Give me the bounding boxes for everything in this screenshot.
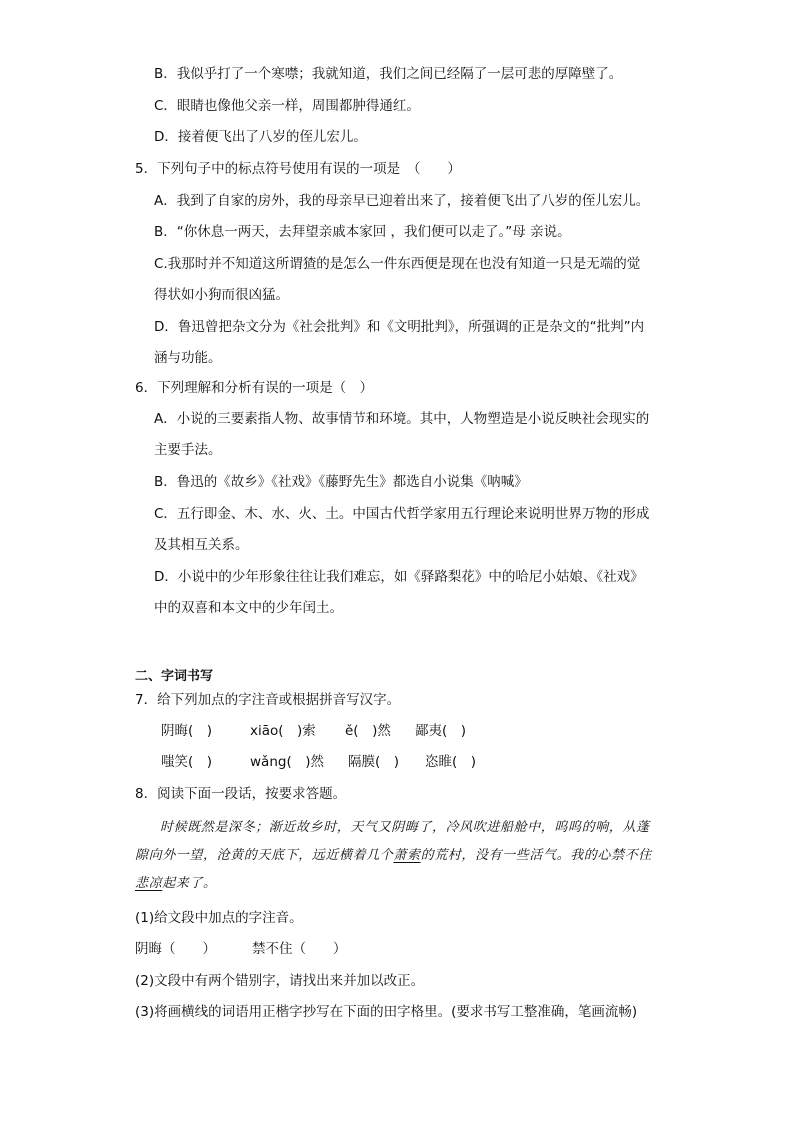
q7-item: 阴晦( )	[161, 723, 213, 739]
q7-item: wǎng( )然	[250, 754, 324, 770]
q8-sub2: (2)文段中有两个错别字，请找出来并加以改正。	[135, 973, 425, 989]
q8-sub3: (3)将画横线的词语用正楷字抄写在下面的田字格里。(要求书写工整准确，笔画流畅)	[135, 1004, 638, 1020]
q6-option-d-line2: 中的双喜和本文中的少年闰土。	[154, 600, 343, 616]
q7-row-2	[0, 752, 794, 772]
q7-item: ě( )然	[345, 723, 391, 739]
q6-option-b: B．鲁迅的《故乡》《社戏》《藤野先生》都选自小说集《呐喊》	[154, 474, 528, 490]
q6-stem: 6．下列理解和分析有误的一项是（ ）	[135, 380, 374, 396]
q8-passage-line3	[135, 874, 217, 894]
q4-option-d: D．接着便飞出了八岁的侄儿宏儿。	[154, 129, 367, 145]
q6-option-c-line2: 及其相互关系。	[154, 537, 249, 553]
q7-item: 隔膜( )	[348, 754, 400, 770]
q6-option-a-line2: 主要手法。	[154, 442, 222, 458]
q5-option-b: B．“你休息一两天，去拜望亲戚本家回 ，我们便可以走了。”母 亲说。	[154, 224, 571, 240]
q4-option-b: B．我似乎打了一个寒噤；我就知道，我们之间已经隔了一层可悲的厚障壁了。	[154, 66, 623, 82]
q7-row-1	[0, 721, 794, 741]
underlined-word: 萧索	[393, 848, 421, 863]
q5-option-c-line2: 得状如小狗而很凶猛。	[154, 287, 289, 303]
q7-item: 嗤笑( )	[161, 754, 213, 770]
underlined-word: 悲凉	[135, 876, 163, 891]
q8-passage-line2	[135, 846, 652, 866]
q6-option-a-line1: A．小说的三要素指人物、故事情节和环境。其中，人物塑造是小说反映社会现实的	[154, 411, 650, 427]
q5-option-d-line2: 涵与功能。	[154, 350, 222, 366]
q8-sub1: (1)给文段中加点的字注音。	[135, 910, 303, 926]
passage-text: 的荒村，没有一些活气。我的心禁不住	[420, 848, 652, 863]
q7-item: 鄙夷( )	[415, 723, 467, 739]
q6-option-d-line1: D．小说中的少年形象往往让我们难忘，如《驿路梨花》中的哈尼小姑娘、《社戏》	[154, 569, 644, 585]
q5-option-c-line1: C.我那时并不知道这所谓猹的是怎么一件东西便是现在也没有知道一只是无端的觉	[154, 256, 641, 272]
passage-text: 时候既然是深冬；渐近故乡时，天气又阴晦了，冷风吹进船舱中，呜呜的响，从蓬	[160, 820, 650, 835]
passage-text: 起来了。	[162, 876, 217, 891]
q5-option-a: A．我到了自家的房外，我的母亲早已迎着出来了，接着便飞出了八岁的侄儿宏儿。	[154, 193, 650, 209]
q7-stem: 7．给下列加点的字注音或根据拼音写汉字。	[135, 692, 401, 708]
q5-option-d-line1: D．鲁迅曾把杂文分为《社会批判》和《文明批判》，所强调的正是杂文的“批判”内	[154, 319, 645, 335]
q7-item: xiāo( )索	[250, 723, 316, 739]
q8-stem: 8．阅读下面一段话，按要求答题。	[135, 786, 347, 802]
q5-stem: 5．下列句子中的标点符号使用有误的一项是 （ ）	[135, 161, 461, 177]
q6-option-c-line1: C．五行即金、木、水、火、土。中国古代哲学家用五行理论来说明世界万物的形成	[154, 506, 650, 522]
q7-item: 恣睢( )	[425, 754, 477, 770]
passage-text: 隙向外一望，沧黄的天底下，远近横着几个	[135, 848, 394, 863]
section-heading: 二、字词书写	[135, 669, 214, 684]
q8-sub1-blanks	[0, 939, 794, 959]
answer-blank: 禁不住（ ）	[252, 941, 347, 957]
q8-passage-line1	[160, 818, 650, 838]
q4-option-c: C．眼睛也像他父亲一样，周围都肿得通红。	[154, 98, 420, 114]
answer-blank: 阴晦（ ）	[135, 941, 216, 957]
